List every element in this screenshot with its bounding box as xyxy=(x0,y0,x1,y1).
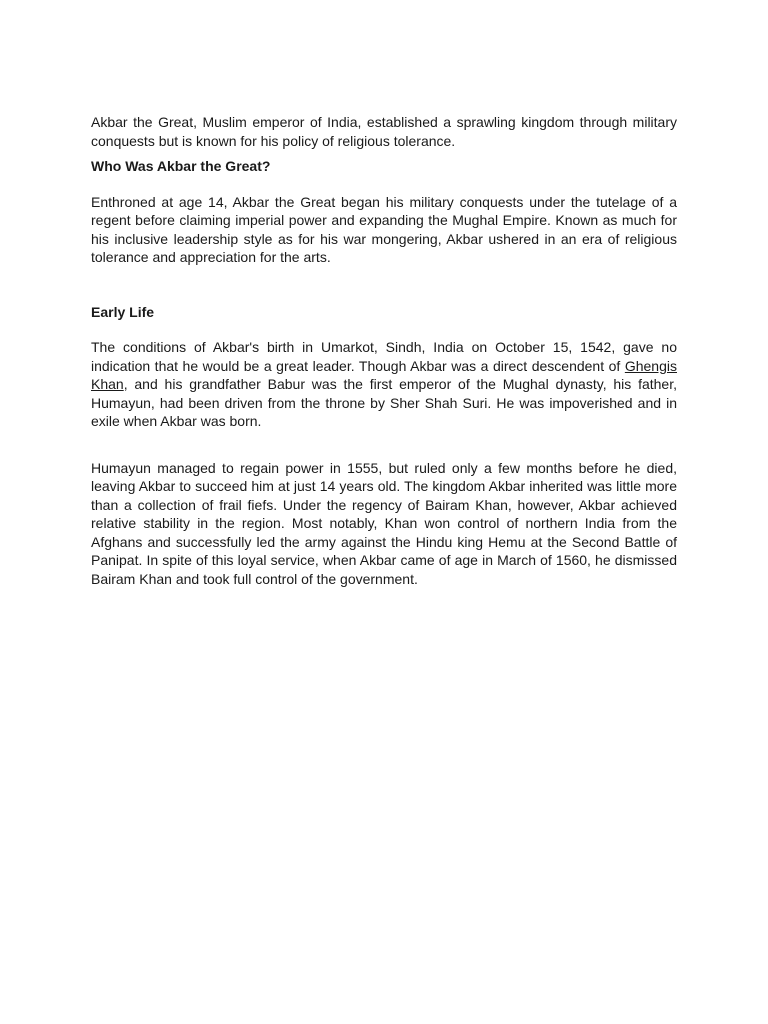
intro-paragraph: Akbar the Great, Muslim emperor of India, established a sprawling kingdom through military conquests but is known for his policy of religious tolerance. xyxy=(91,114,677,149)
birth-text-after-link: , and his grandfather Babur was the first emperor of the Mughal dynasty, his father, Humayun, had been driven from the throne by Sher Shah Suri. He was impoverished and in exile when Akbar was born. xyxy=(91,376,677,429)
heading-who-was-akbar: Who Was Akbar the Great? xyxy=(91,158,271,174)
heading-early-life: Early Life xyxy=(91,303,155,320)
birth-text-before-link: The conditions of Akbar's birth in Umarkot, Sindh, India on October 15, 1542, gave no indication that he would be a great leader. Though Akbar was a direct descendent of xyxy=(91,339,677,374)
document-page xyxy=(91,113,677,588)
enthroned-paragraph: Enthroned at age 14, Akbar the Great began his military conquests under the tutelage of a regent before claiming imperial power and expanding the Mughal Empire. Known as much for his inclusive leadership style as for his war mongering, Akbar ushered in an era of religious tolerance and appreciation for the arts. xyxy=(91,193,677,265)
ghengis-khan-link[interactable]: Ghengis Khan xyxy=(91,357,677,392)
humayun-paragraph: Humayun managed to regain power in 1555, but ruled only a few months before he died, leaving Akbar to succeed him at just 14 years old. The kingdom Akbar inherited was little more than a collection of frail fiefs. Under the regency of Bairam Khan, however, Akbar achieved relative stability in the region. Most notably, Khan won control of northern India from the Afghans and successfully led the army against the Hindu king Hemu at the Second Battle of Panipat. In spite of this loyal service, when Akbar came of age in March of 1560, he dismissed Bairam Khan and took full control of the government. xyxy=(91,459,677,587)
birth-paragraph xyxy=(91,338,677,431)
